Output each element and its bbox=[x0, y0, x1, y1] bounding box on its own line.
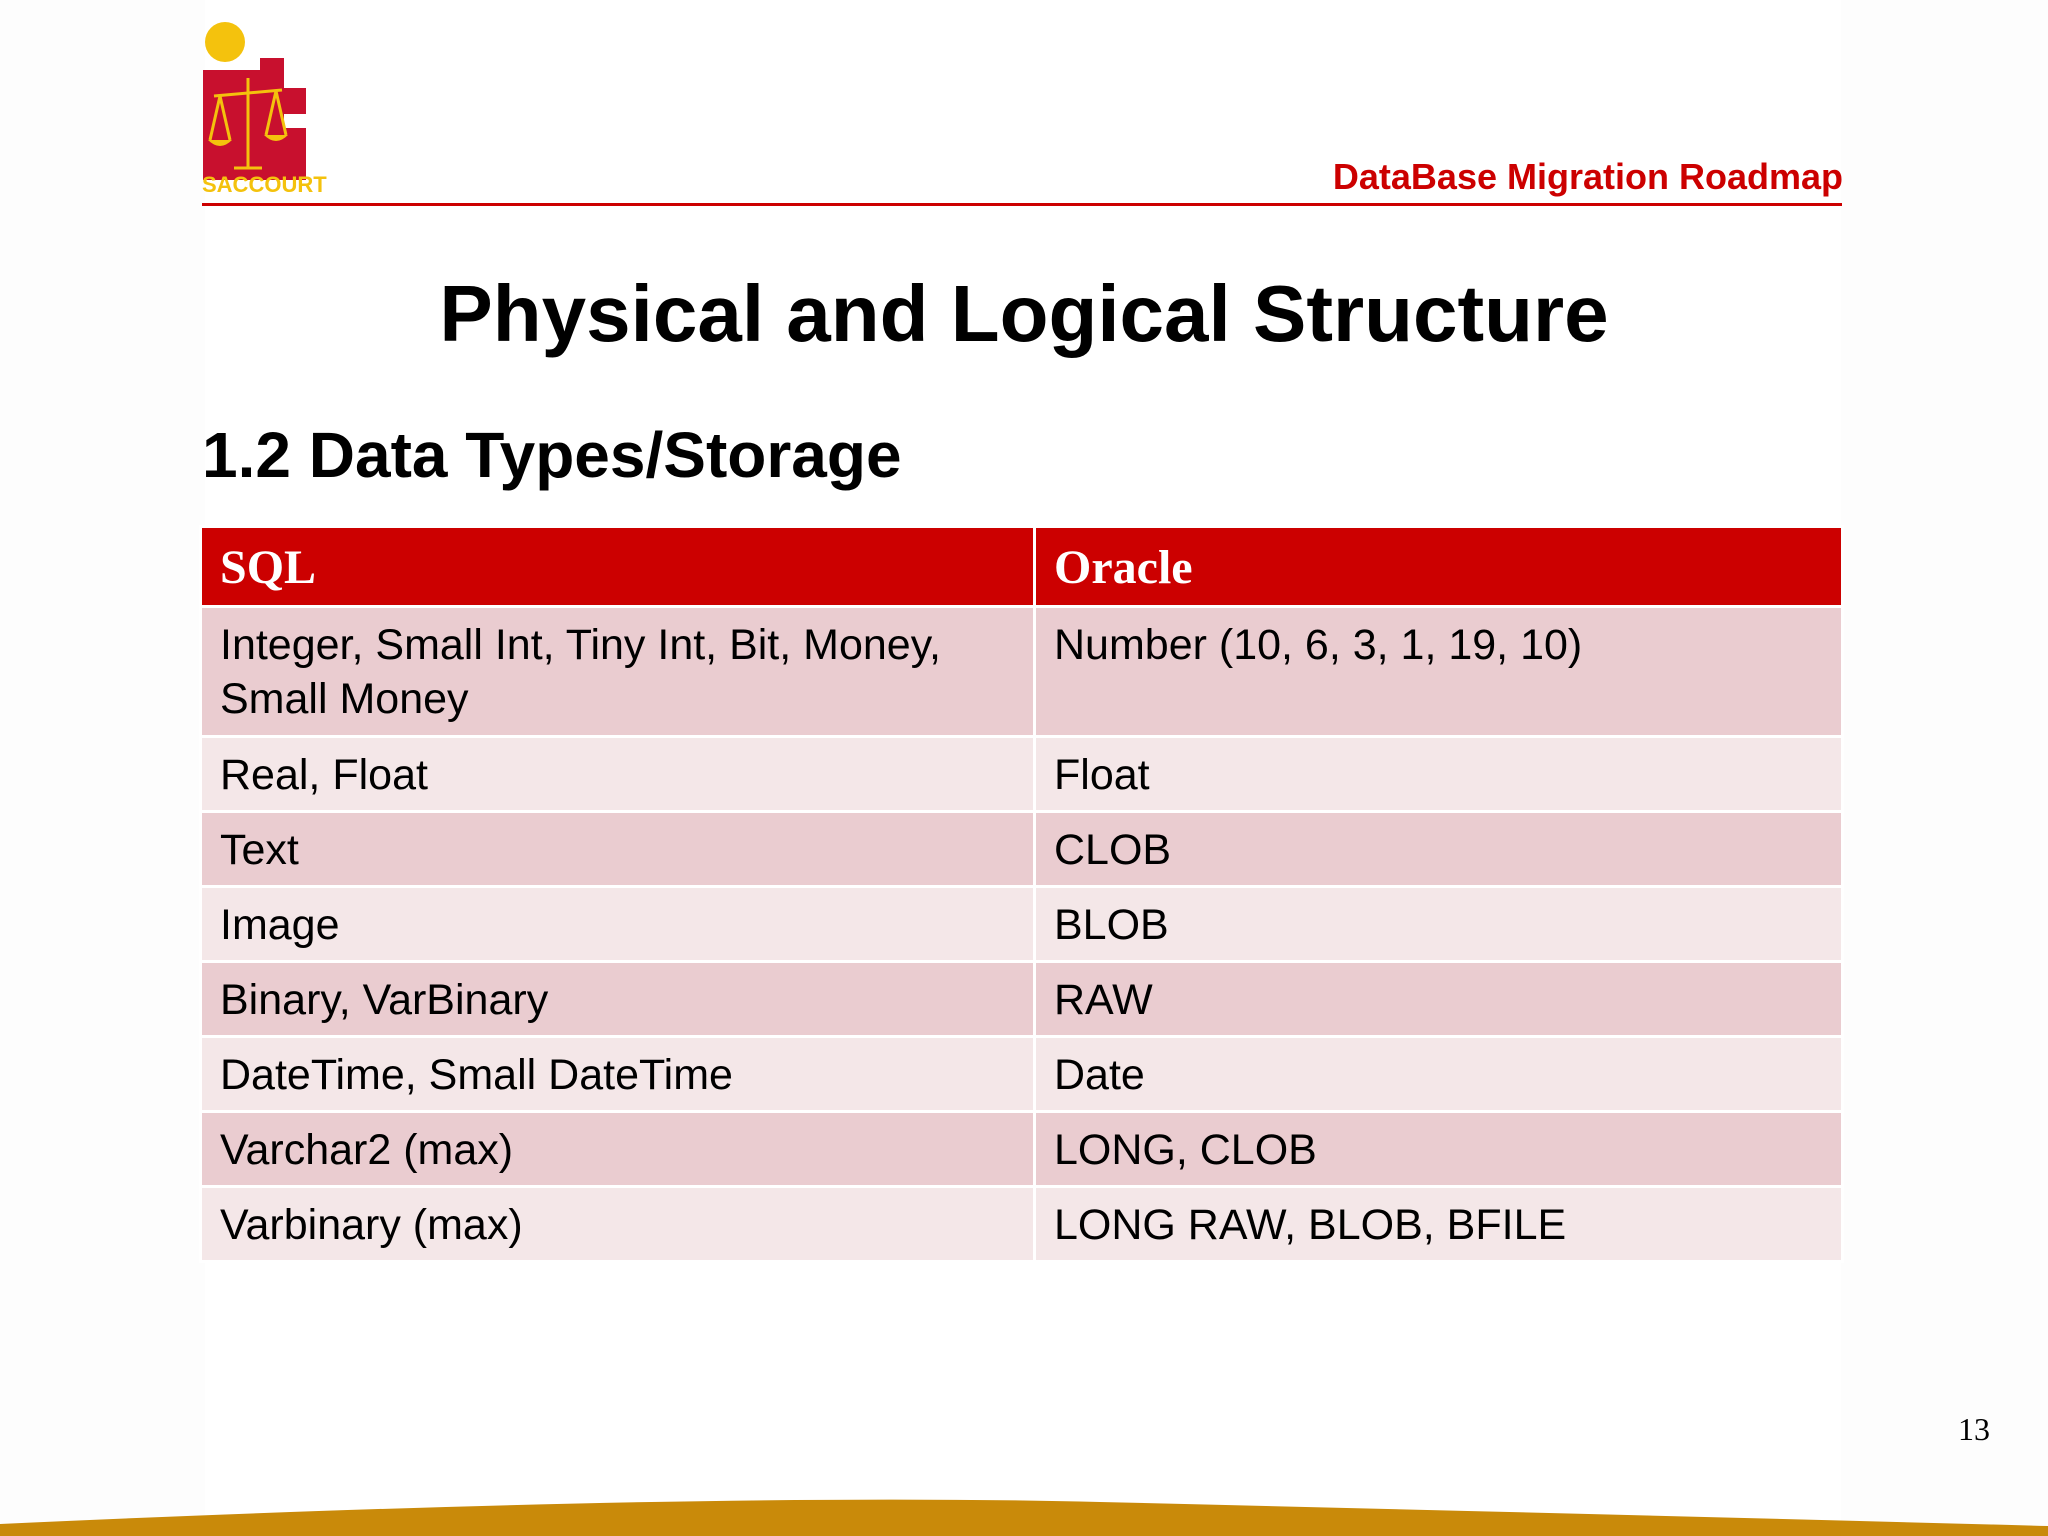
oracle-type-cell: RAW bbox=[1035, 962, 1843, 1037]
table-row bbox=[201, 737, 1843, 812]
table-row bbox=[201, 607, 1843, 737]
header-sql: SQL bbox=[201, 527, 1035, 607]
table-row bbox=[201, 1112, 1843, 1187]
table-row bbox=[201, 962, 1843, 1037]
sql-type-cell: Integer, Small Int, Tiny Int, Bit, Money, Small Money bbox=[201, 607, 1035, 737]
header-title: DataBase Migration Roadmap bbox=[1332, 156, 1843, 197]
header-oracle: Oracle bbox=[1035, 527, 1843, 607]
table-row bbox=[201, 1037, 1843, 1112]
sql-type-cell: Text bbox=[201, 812, 1035, 887]
sql-type-cell: Binary, VarBinary bbox=[201, 962, 1035, 1037]
section-heading: 1.2 Data Types/Storage bbox=[202, 419, 902, 491]
sql-type-cell: DateTime, Small DateTime bbox=[201, 1037, 1035, 1112]
table-row bbox=[201, 1187, 1843, 1262]
slide-title: Physical and Logical Structure bbox=[439, 269, 1609, 358]
data-type-mapping-table bbox=[199, 525, 1844, 1263]
oracle-type-cell: Float bbox=[1035, 737, 1843, 812]
sql-type-cell: Image bbox=[201, 887, 1035, 962]
sql-type-cell: Varchar2 (max) bbox=[201, 1112, 1035, 1187]
bottom-swoosh-decoration bbox=[0, 1486, 2048, 1536]
saccourt-logo bbox=[200, 18, 327, 197]
header-divider bbox=[202, 203, 1842, 206]
oracle-type-cell: BLOB bbox=[1035, 887, 1843, 962]
sql-type-cell: Real, Float bbox=[201, 737, 1035, 812]
table-row bbox=[201, 812, 1843, 887]
oracle-type-cell: Date bbox=[1035, 1037, 1843, 1112]
table-header-row bbox=[201, 527, 1843, 607]
page-number: 13 bbox=[1958, 1411, 1990, 1447]
oracle-type-cell: Number (10, 6, 3, 1, 19, 10) bbox=[1035, 607, 1843, 737]
oracle-type-cell: LONG, CLOB bbox=[1035, 1112, 1843, 1187]
table-row bbox=[201, 887, 1843, 962]
oracle-type-cell: LONG RAW, BLOB, BFILE bbox=[1035, 1187, 1843, 1262]
oracle-type-cell: CLOB bbox=[1035, 812, 1843, 887]
sql-type-cell: Varbinary (max) bbox=[201, 1187, 1035, 1262]
logo-text: SACCOURT bbox=[202, 172, 327, 197]
